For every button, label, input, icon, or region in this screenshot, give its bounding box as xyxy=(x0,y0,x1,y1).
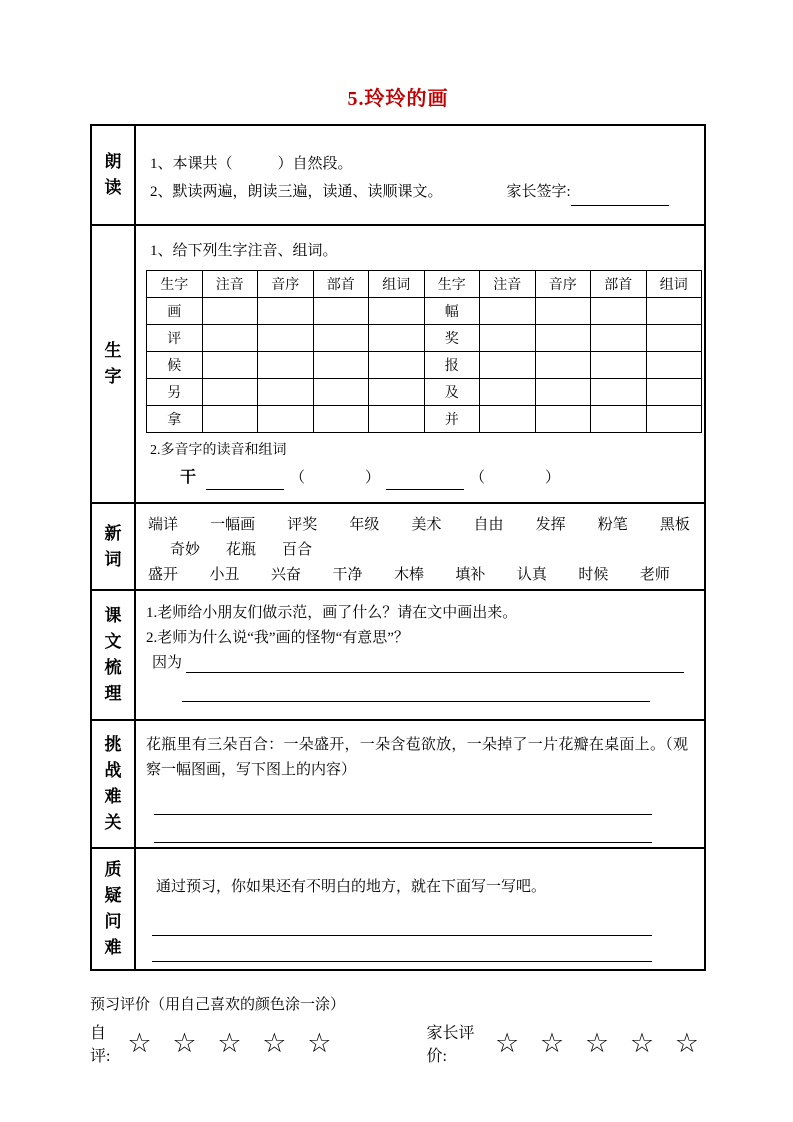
section-questions xyxy=(92,849,704,969)
word: 认真 xyxy=(516,567,547,583)
empty-cell xyxy=(313,352,369,379)
column-header: 注音 xyxy=(480,271,536,298)
empty-cell xyxy=(480,298,536,325)
word: 小丑 xyxy=(209,567,240,583)
word: 一幅画 xyxy=(210,517,256,533)
answer-prefix: 因为 xyxy=(152,655,183,671)
word: 美术 xyxy=(411,517,442,533)
column-header: 生字 xyxy=(424,271,480,298)
empty-cell xyxy=(258,325,314,352)
column-header: 生字 xyxy=(147,271,203,298)
word: 干净 xyxy=(332,567,363,583)
polyphone-character: 干 xyxy=(180,469,197,486)
empty-cell xyxy=(202,379,258,406)
character-table-row xyxy=(147,406,702,433)
empty-cell xyxy=(591,379,647,406)
empty-cell xyxy=(646,352,702,379)
section-characters-label: 生字 xyxy=(104,341,122,386)
parent-evaluation-star-icons: ☆ ☆ ☆ ☆ ☆ xyxy=(494,1028,706,1058)
polyphone-exercise-line xyxy=(180,466,696,490)
questions-prompt: 通过预习，你如果还有不明白的地方，就在下面写一写吧。 xyxy=(156,879,547,895)
evaluation-stars-row xyxy=(90,1020,706,1066)
character-table-header-row xyxy=(147,271,702,298)
empty-cell xyxy=(480,325,536,352)
word: 粉笔 xyxy=(597,517,628,533)
column-header: 部首 xyxy=(591,271,647,298)
character-table-row xyxy=(147,352,702,379)
section-characters xyxy=(92,226,704,504)
section-new-words-label: 新词 xyxy=(104,523,122,569)
word: 兴奋 xyxy=(270,567,301,583)
section-challenge-label-cell xyxy=(92,721,136,847)
empty-cell xyxy=(313,298,369,325)
column-header: 组词 xyxy=(646,271,702,298)
evaluation-title: 预习评价（用自己喜欢的颜色涂一涂） xyxy=(90,997,346,1013)
char-cell: 画 xyxy=(147,298,203,325)
pinyin-blank-line xyxy=(206,475,284,490)
word: 端详 xyxy=(148,517,179,533)
polyphone-instruction: 2.多音字的读音和组词 xyxy=(150,443,287,458)
section-questions-label: 质疑问难 xyxy=(104,860,122,957)
section-reading-content xyxy=(136,126,704,224)
empty-cell xyxy=(646,379,702,406)
word: 时候 xyxy=(578,567,609,583)
parent-signature-label: 家长签字: xyxy=(506,184,571,200)
character-table-row xyxy=(147,298,702,325)
writing-blank-line xyxy=(154,783,652,815)
column-header: 部首 xyxy=(313,271,369,298)
word: 自由 xyxy=(473,517,504,533)
word: 年级 xyxy=(349,517,380,533)
word-line xyxy=(170,538,694,563)
word: 百合 xyxy=(282,542,313,558)
characters-instruction-1: 1、给下列生字注音、组词。 xyxy=(150,243,338,259)
writing-blank-line xyxy=(154,815,652,843)
empty-cell xyxy=(202,406,258,433)
word: 盛开 xyxy=(148,567,179,583)
empty-cell xyxy=(535,352,591,379)
section-text-review xyxy=(92,591,704,721)
section-text-review-label-cell xyxy=(92,591,136,719)
word: 黑板 xyxy=(659,517,690,533)
char-cell: 拿 xyxy=(147,406,203,433)
empty-cell xyxy=(646,325,702,352)
empty-cell xyxy=(369,379,425,406)
column-header: 音序 xyxy=(535,271,591,298)
section-new-words xyxy=(92,504,704,591)
self-evaluation-label: 自评: xyxy=(90,1025,111,1065)
writing-blank-line xyxy=(152,900,652,936)
section-characters-content xyxy=(136,226,704,502)
section-text-review-label: 课文梳理 xyxy=(104,606,122,703)
character-table xyxy=(146,270,702,433)
empty-cell xyxy=(313,325,369,352)
review-question-1: 1.老师给小朋友们做示范，画了什么？请在文中画出来。 xyxy=(146,605,518,621)
section-reading-label: 朗读 xyxy=(104,152,122,197)
char-cell: 报 xyxy=(424,352,480,379)
char-cell: 并 xyxy=(424,406,480,433)
review-question-2: 2.老师为什么说“我”画的怪物“有意思”？ xyxy=(146,630,409,646)
section-text-review-content xyxy=(136,591,704,719)
empty-cell xyxy=(591,325,647,352)
signature-blank-line xyxy=(571,191,669,206)
column-header: 注音 xyxy=(202,271,258,298)
section-characters-label-cell xyxy=(92,226,136,502)
self-evaluation-star-icons: ☆ ☆ ☆ ☆ ☆ xyxy=(127,1028,339,1058)
empty-cell xyxy=(258,379,314,406)
section-reading xyxy=(92,126,704,226)
empty-cell xyxy=(591,298,647,325)
char-cell: 候 xyxy=(147,352,203,379)
answer-blank-line xyxy=(182,680,650,702)
section-reading-label-cell xyxy=(92,126,136,224)
empty-cell xyxy=(535,406,591,433)
char-cell: 奖 xyxy=(424,325,480,352)
char-cell: 及 xyxy=(424,379,480,406)
char-cell: 另 xyxy=(147,379,203,406)
empty-cell xyxy=(535,325,591,352)
section-new-words-content xyxy=(136,504,704,589)
empty-cell xyxy=(202,352,258,379)
writing-blank-line xyxy=(152,936,652,962)
word: 评奖 xyxy=(287,517,318,533)
word-paren-blank: （ ） xyxy=(470,470,561,486)
empty-cell xyxy=(202,325,258,352)
empty-cell xyxy=(313,379,369,406)
answer-line xyxy=(152,651,690,676)
empty-cell xyxy=(313,406,369,433)
section-challenge-content xyxy=(136,721,704,847)
empty-cell xyxy=(258,352,314,379)
empty-cell xyxy=(480,406,536,433)
word-line xyxy=(148,563,694,588)
word-paren-blank: （ ） xyxy=(290,470,381,486)
empty-cell xyxy=(591,352,647,379)
empty-cell xyxy=(369,406,425,433)
empty-cell xyxy=(646,298,702,325)
answer-blank-line xyxy=(186,672,684,673)
worksheet-table xyxy=(90,124,706,971)
challenge-prompt: 花瓶里有三朵百合：一朵盛开，一朵含苞欲放，一朵掉了一片花瓣在桌面上。（观察一幅图画，写下图上的内容） xyxy=(146,737,688,778)
empty-cell xyxy=(480,379,536,406)
section-questions-label-cell xyxy=(92,849,136,969)
word: 花瓶 xyxy=(226,542,257,558)
word: 发挥 xyxy=(535,517,566,533)
empty-cell xyxy=(369,298,425,325)
page-title: 5.玲玲的画 xyxy=(347,88,449,110)
evaluation-footer xyxy=(90,993,706,1066)
reading-task-2 xyxy=(150,178,690,206)
section-new-words-label-cell xyxy=(92,504,136,589)
empty-cell xyxy=(258,406,314,433)
word: 奇妙 xyxy=(170,542,201,558)
empty-cell xyxy=(535,298,591,325)
section-challenge-label: 挑战难关 xyxy=(104,735,122,832)
reading-task-1: 1、本课共（ ）自然段。 xyxy=(150,156,353,172)
character-table-row xyxy=(147,379,702,406)
empty-cell xyxy=(369,352,425,379)
character-table-row xyxy=(147,325,702,352)
pinyin-blank-line xyxy=(386,475,464,490)
empty-cell xyxy=(480,352,536,379)
reading-task-2-text: 2、默读两遍，朗读三遍，读通、读顺课文。 xyxy=(150,184,443,200)
empty-cell xyxy=(646,406,702,433)
column-header: 组词 xyxy=(369,271,425,298)
word: 填补 xyxy=(455,567,486,583)
empty-cell xyxy=(591,406,647,433)
section-questions-content xyxy=(136,849,704,969)
word: 老师 xyxy=(639,567,670,583)
parent-evaluation-label: 家长评价: xyxy=(426,1025,475,1065)
column-header: 音序 xyxy=(258,271,314,298)
char-cell: 幅 xyxy=(424,298,480,325)
empty-cell xyxy=(258,298,314,325)
char-cell: 评 xyxy=(147,325,203,352)
word: 木棒 xyxy=(393,567,424,583)
section-challenge xyxy=(92,721,704,849)
empty-cell xyxy=(202,298,258,325)
empty-cell xyxy=(535,379,591,406)
word-line xyxy=(148,513,694,538)
empty-cell xyxy=(369,325,425,352)
